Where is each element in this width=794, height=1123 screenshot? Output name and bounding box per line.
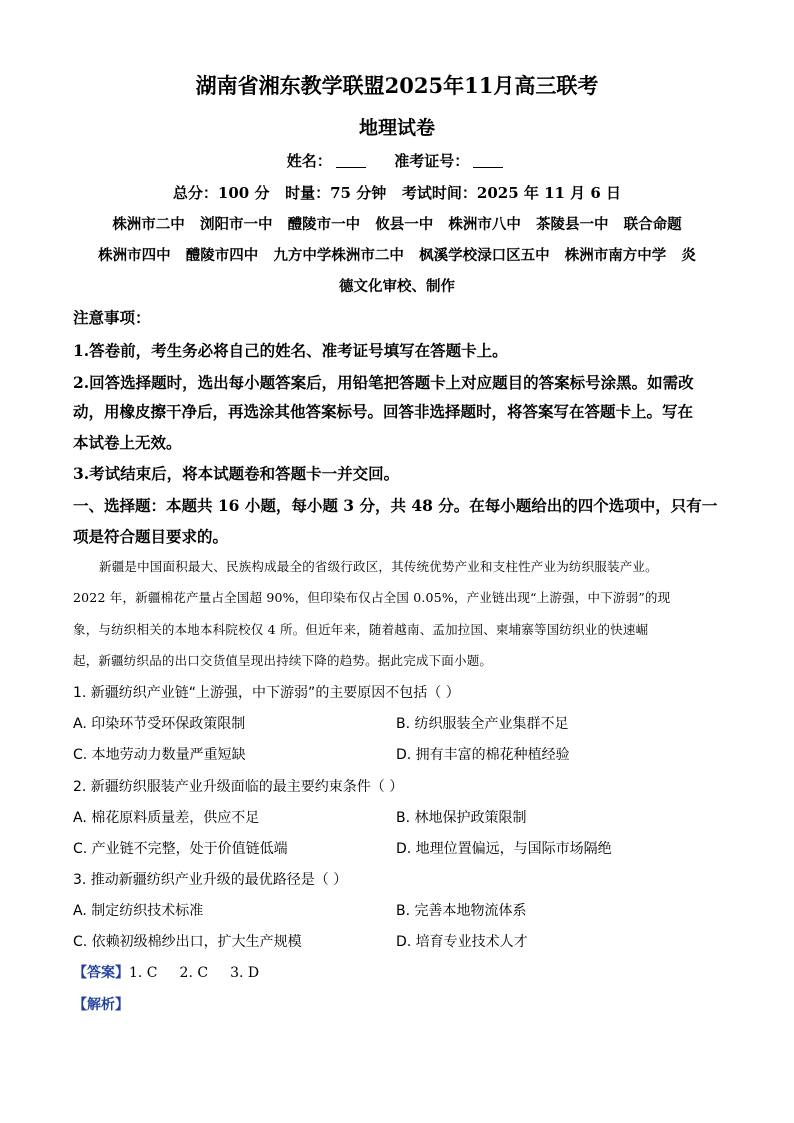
candidate-fields [60, 150, 734, 171]
question-3-stem: 3. 推动新疆纺织产业升级的最优路径是（ ） [73, 872, 348, 888]
question-1-option-d: D. 拥有丰富的棉花种植经验 [396, 747, 570, 763]
material-line-1: 新疆是中国面积最大、民族构成最全的省级行政区，其传统优势产业和支柱性产业为纺织服装产业。 [99, 559, 658, 574]
question-2-option-a: A. 棉花原料质量差，供应不足 [73, 810, 260, 826]
exam-info: 总分：100 分 时量：75 分钟 考试时间：2025 年 11 月 6 日 [172, 184, 622, 202]
question-2-option-b: B. 林地保护政策限制 [396, 810, 527, 826]
question-1-option-b: B. 纺织服装全产业集群不足 [396, 716, 569, 732]
answer-1: 1. C [129, 965, 158, 981]
schools-line-3: 德文化审校、制作 [339, 278, 455, 295]
material-line-2: 2022 年，新疆棉花产量占全国超 90%，但印染布仅占全国 0.05%，产业链出现“上游强，中下游弱”的现 [73, 590, 671, 605]
schools-line-2: 株洲市四中 醴陵市四中 九方中学株洲市二中 枫溪学校渌口区五中 株洲市南方中学 炎 [98, 247, 696, 264]
note-2-line-1: 2.回答选择题时，选出每小题答案后，用铅笔把答题卡上对应题目的答案标号涂黑。如需改 [73, 373, 694, 392]
question-1-option-a: A. 印染环节受环保政策限制 [73, 716, 246, 732]
question-3-option-d: D. 培育专业技术人才 [396, 934, 528, 950]
question-1-stem: 1. 新疆纺织产业链“上游强，中下游弱”的主要原因不包括（ ） [73, 685, 460, 701]
exam-title: 湖南省湘东教学联盟2025年11月高三联考 [195, 73, 599, 98]
question-2-option-d: D. 地理位置偏远，与国际市场隔绝 [396, 841, 612, 857]
question-3-option-a: A. 制定纺织技术标准 [73, 903, 204, 919]
answer-3: 3. D [230, 965, 260, 981]
name-blank [336, 153, 366, 168]
answer-label: 【答案】 [73, 965, 129, 981]
exam-subtitle: 地理试卷 [358, 117, 435, 139]
note-2-line-2: 动，用橡皮擦干净后，再选涂其他答案标号。回答非选择题时，将答案写在答题卡上。写在 [73, 402, 694, 421]
analysis-label: 【解析】 [73, 997, 129, 1013]
exam-id-label: 准考证号： [394, 152, 470, 170]
section-1-line-2: 项是符合题目要求的。 [73, 527, 229, 546]
notes-heading: 注意事项： [73, 308, 151, 327]
question-1-option-c: C. 本地劳动力数量严重短缺 [73, 747, 246, 763]
section-1-line-1: 一、选择题：本题共 16 小题，每小题 3 分，共 48 分。在每小题给出的四个选项中，只有一 [73, 496, 718, 515]
material-line-3: 象，与纺织相关的本地本科院校仅 4 所。但近年来，随着越南、孟加拉国、柬埔寨等国纺织业的快速崛 [73, 622, 649, 637]
question-2-stem: 2. 新疆纺织服装产业升级面临的最主要约束条件（ ） [73, 779, 404, 795]
question-3-option-c: C. 依赖初级棉纱出口，扩大生产规模 [73, 934, 302, 950]
note-1: 1.答卷前，考生务必将自己的姓名、准考证号填写在答题卡上。 [73, 341, 508, 360]
analysis-line [73, 994, 129, 1014]
schools-line-1: 株洲市二中 浏阳市一中 醴陵市一中 攸县一中 株洲市八中 茶陵县一中 联合命题 [112, 216, 682, 233]
note-3: 3.考试结束后，将本试题卷和答题卡一并交回。 [73, 464, 400, 483]
question-3-option-b: B. 完善本地物流体系 [396, 903, 527, 919]
note-2-line-3: 本试卷上无效。 [73, 433, 182, 452]
question-2-option-c: C. 产业链不完整，处于价值链低端 [73, 841, 288, 857]
exam-id-blank [473, 153, 503, 168]
answer-line [73, 962, 259, 982]
material-line-4: 起，新疆纺织品的出口交货值呈现出持续下降的趋势。据此完成下面小题。 [73, 653, 493, 668]
answer-2: 2. C [179, 965, 209, 981]
name-label: 姓名： [286, 152, 332, 170]
